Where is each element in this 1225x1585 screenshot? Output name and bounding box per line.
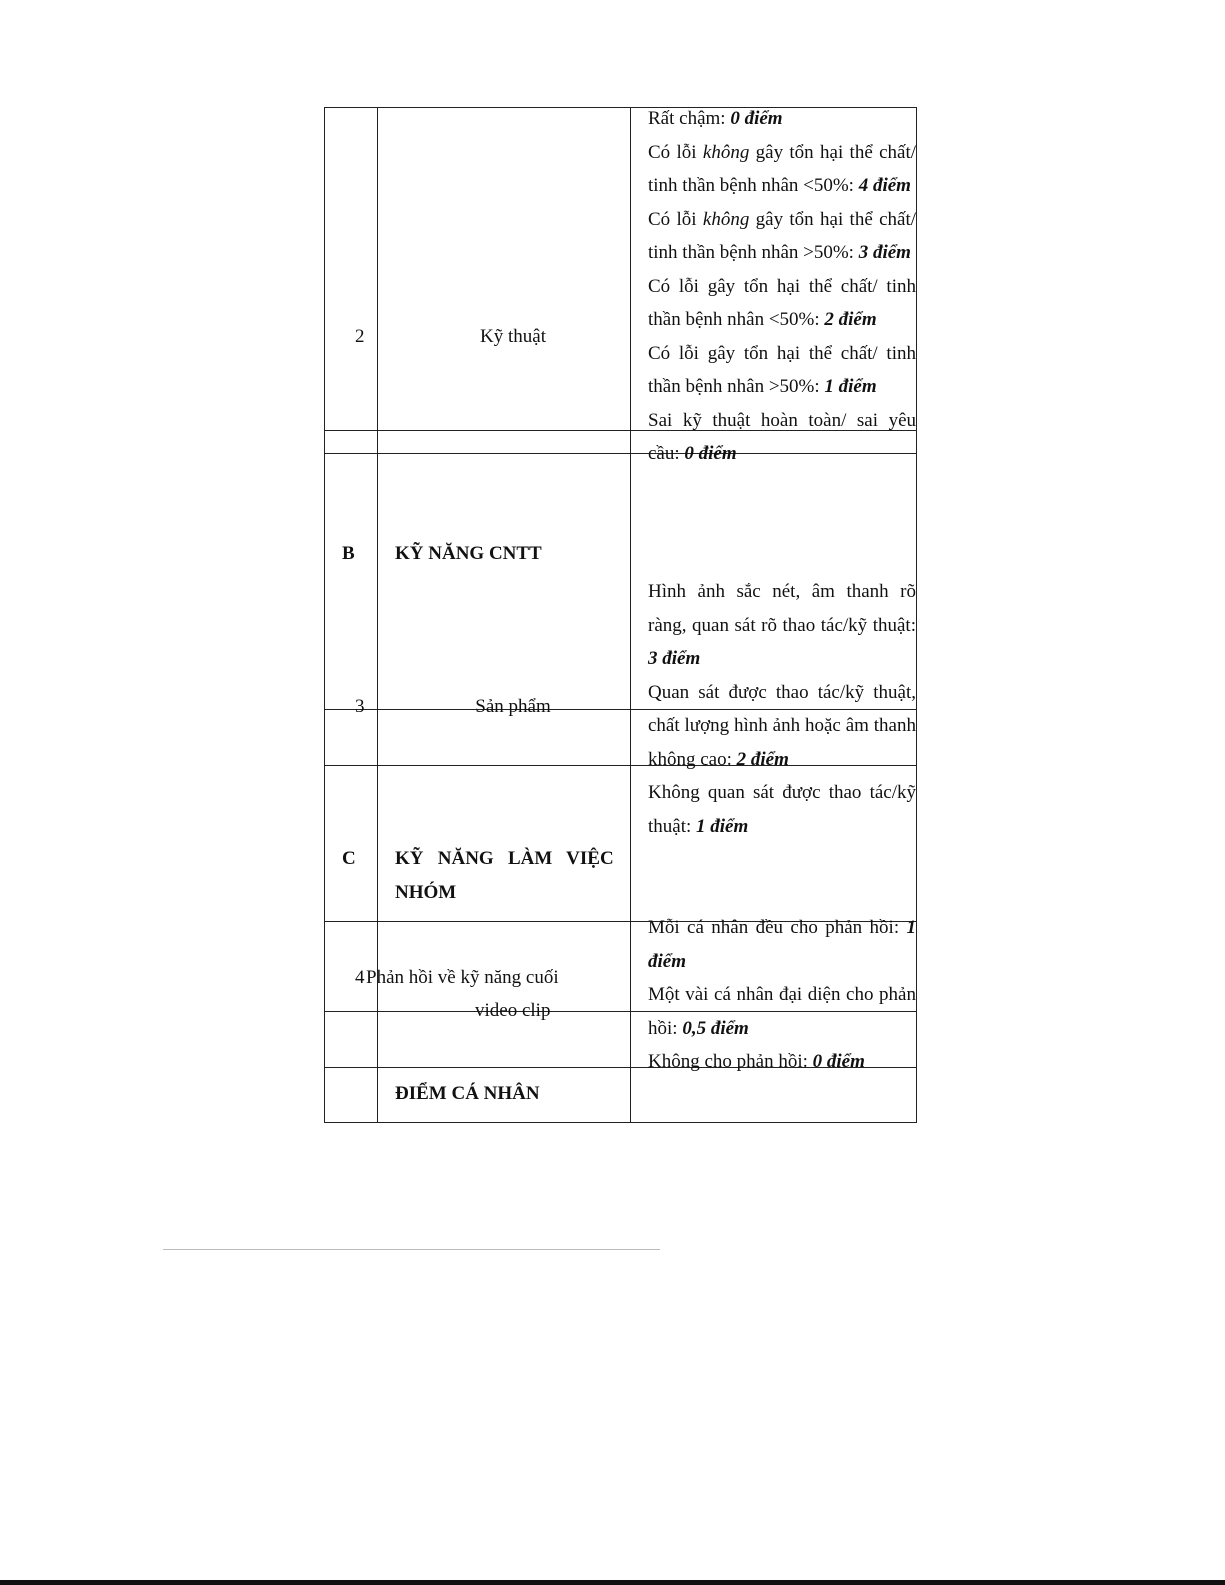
criterion: Một vài cá nhân đại diện cho phản hồi: 0,5 điểm (648, 984, 916, 1039)
criterion: Hình ảnh sắc nét, âm thanh rõ ràng, quan sát rõ thao tác/kỹ thuật: 3 điểm (648, 581, 916, 669)
section-title: NHÓM (395, 882, 457, 903)
criterion: Có lỗi không gây tổn hại thể chất/ tinh thần bệnh nhân <50%: 4 điểm (648, 141, 917, 196)
criterion: Sai kỹ thuật hoàn toàn/ sai yêu cầu: 0 điểm (648, 409, 916, 464)
criterion: Có lỗi không gây tổn hại thể chất/ tinh thần bệnh nhân >50%: 3 điểm (648, 208, 917, 263)
criterion: Mỗi cá nhân đều cho phản hồi: 1 điểm (648, 917, 916, 972)
criterion: Có lỗi gây tổn hại thể chất/ tinh thần bệnh nhân >50%: 1 điểm (648, 342, 916, 397)
row-label: Sản phẩm (475, 696, 551, 717)
section-letter: B (342, 543, 355, 564)
section-title: KỸ NĂNG CNTT (395, 543, 542, 564)
table-border-left (324, 107, 325, 1123)
row-label: video clip (475, 1000, 551, 1021)
table-border-right (916, 107, 917, 1123)
criterion: Rất chậm: 0 điểm (648, 108, 783, 129)
row-number: 3 (355, 696, 365, 717)
criteria-block (648, 102, 916, 471)
criteria-block (648, 575, 916, 843)
criterion: Có lỗi gây tổn hại thể chất/ tinh thần bệnh nhân <50%: 2 điểm (648, 275, 916, 330)
row-number: 4 (355, 967, 365, 988)
total-label: ĐIỂM CÁ NHÂN (395, 1083, 540, 1104)
page-bottom-edge (0, 1580, 1225, 1585)
section-letter: C (342, 848, 356, 869)
criterion: Không quan sát được thao tác/kỹ thuật: 1 điểm (648, 782, 916, 837)
row-number: 2 (355, 326, 365, 347)
criterion: Quan sát được thao tác/kỹ thuật, chất lượng hình ảnh hoặc âm thanh không cao: 2 điểm (648, 681, 916, 770)
row-label: Phản hồi về kỹ năng cuối (366, 967, 559, 988)
criterion: Không cho phản hồi: 0 điểm (648, 1051, 865, 1072)
footnote-separator (163, 1249, 660, 1250)
table-divider-col2 (630, 107, 631, 1123)
table-border-bottom (324, 1122, 917, 1123)
row-label: Kỹ thuật (480, 326, 546, 347)
section-title: KỸ NĂNG LÀM VIỆC (395, 848, 614, 869)
criteria-block (648, 911, 916, 1079)
